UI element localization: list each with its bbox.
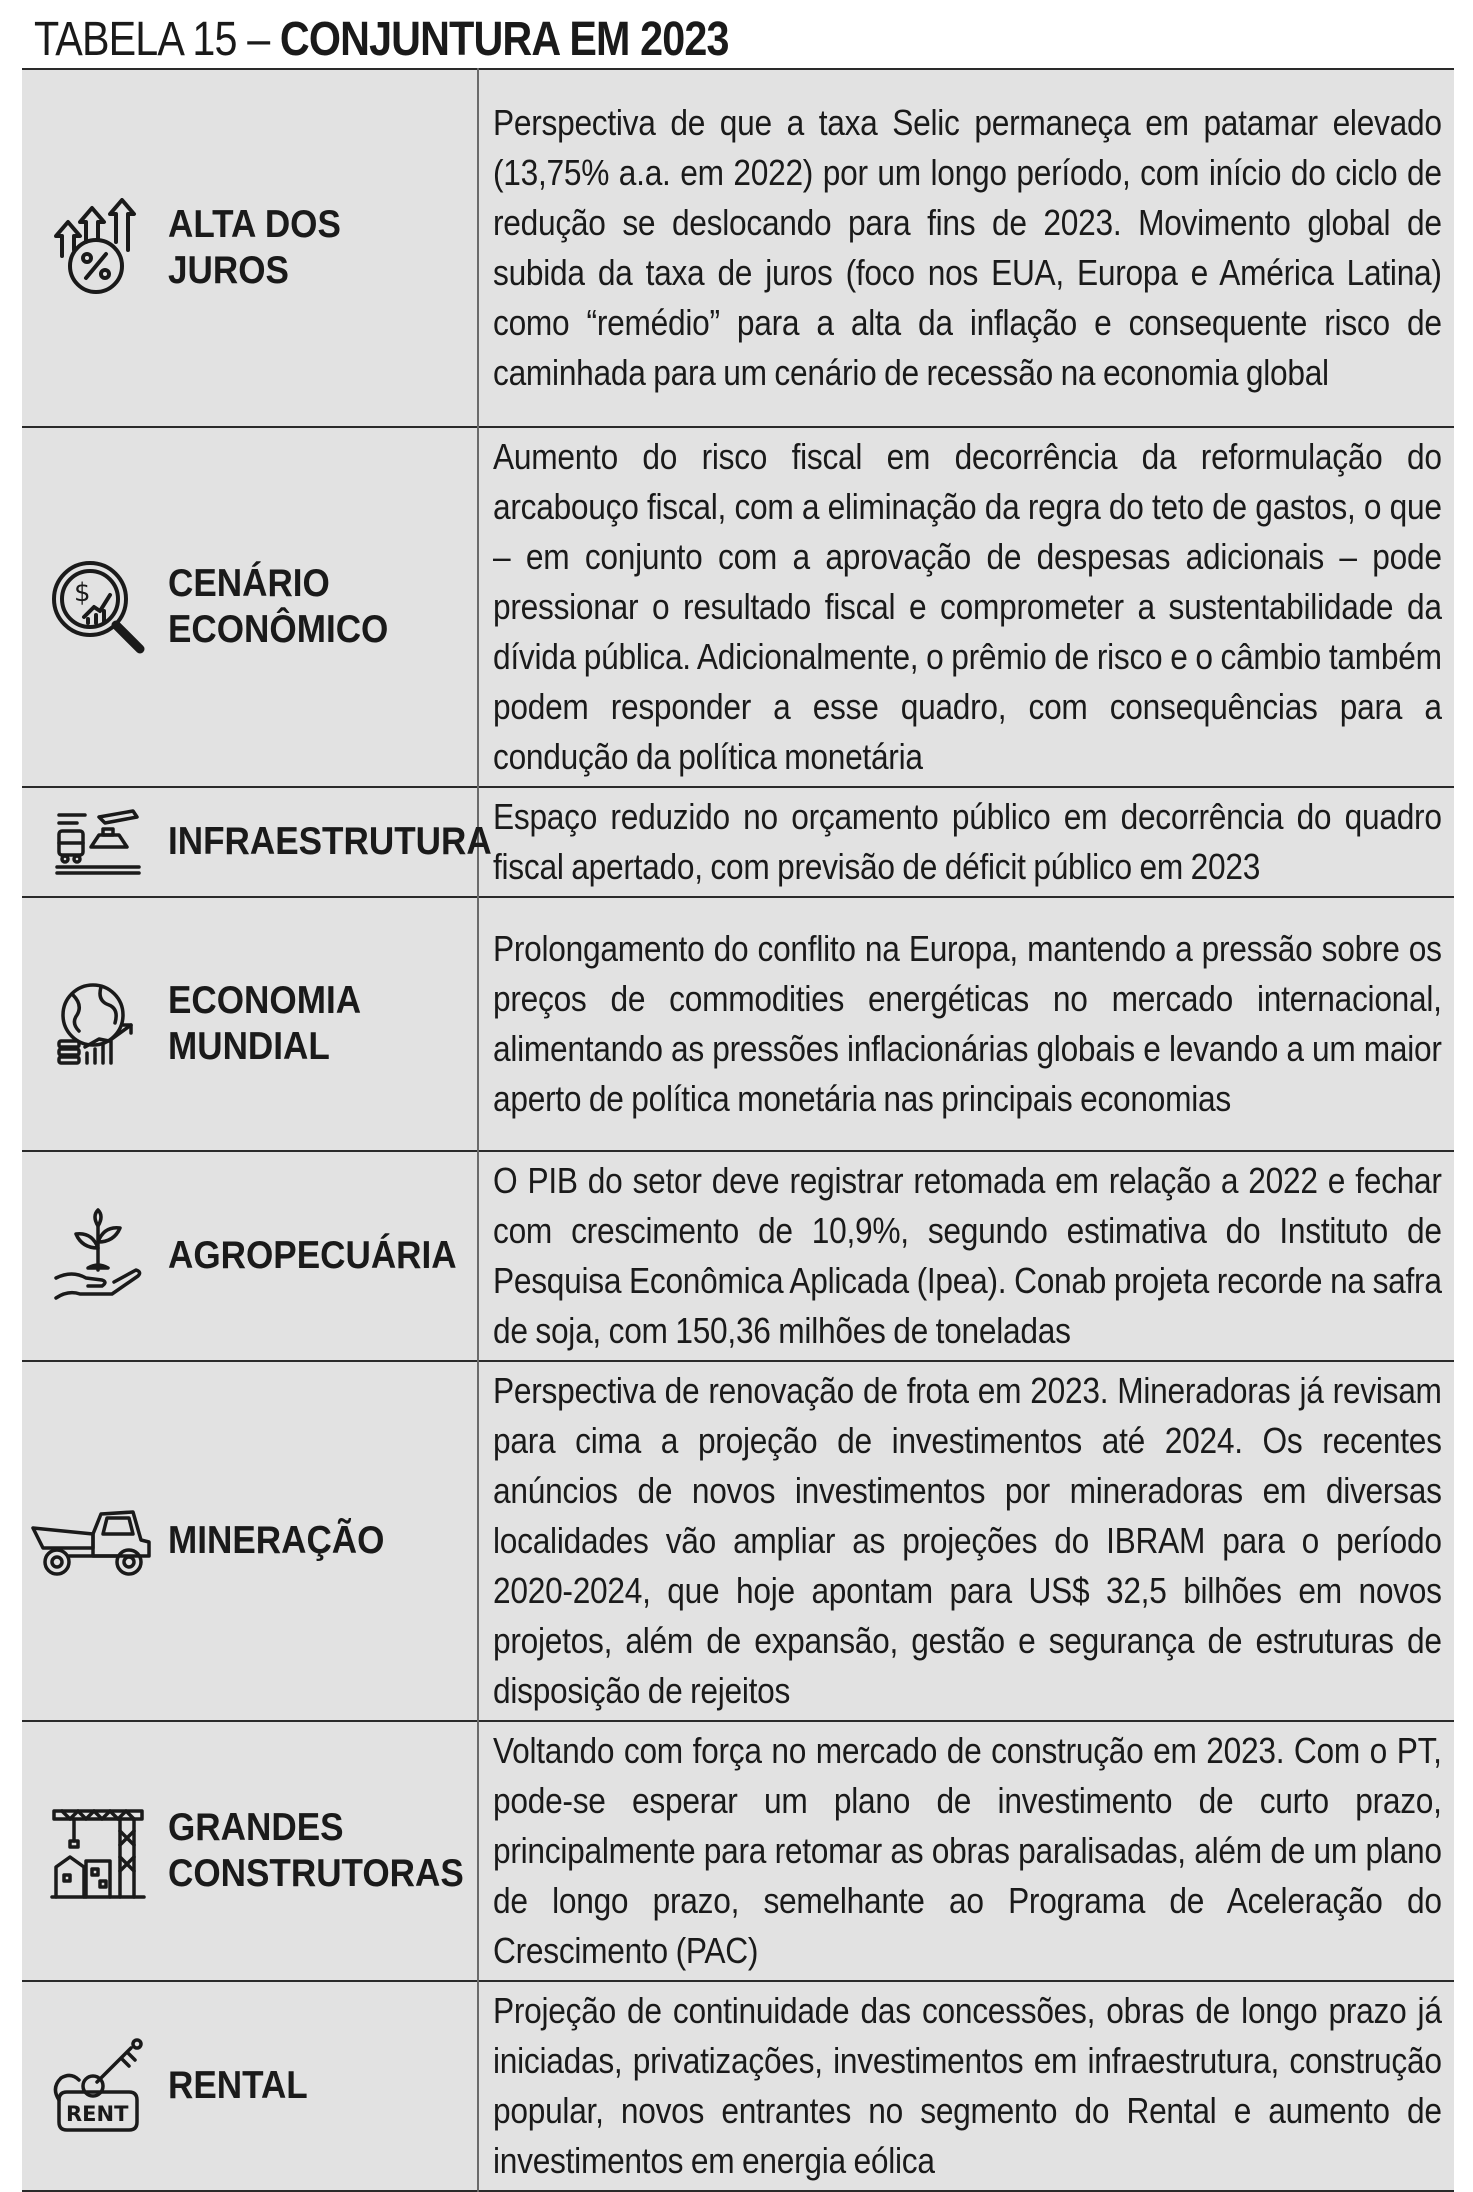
- row-label: AGROPECUÁRIA: [168, 1234, 457, 1277]
- table-row: [22, 1721, 1454, 1981]
- row-label-cell: [22, 1981, 478, 2191]
- row-description: Perspectiva de renovação de frota em 2023. Mineradoras já revisam para cima a projeção de investimentos até 2024. Os recentes anúncios de novos investimentos por mineradoras em diversas localidades vão ampliar as projeções do IBRAM para o período 2020-2024, que hoje apontam para US$ 32,5 bilhões em novos projetos, além de expansão, gestão e segurança de estruturas de disposição de rejeitos: [493, 1370, 1442, 1711]
- row-label-cell: [22, 427, 478, 787]
- row-label-cell: [22, 1721, 478, 1981]
- row-label-cell: [22, 787, 492, 897]
- row-description: O PIB do setor deve registrar retomada em relação a 2022 e fechar com crescimento de 10,9%, segundo estimativa do Instituto de Pesquisa Econômica Aplicada (Ipea). Conab projeta recorde na safra de soja, com 150,36 milhões de toneladas: [493, 1160, 1442, 1351]
- row-label-cell: [22, 1151, 478, 1361]
- row-description: Aumento do risco fiscal em decorrência da reformulação do arcabouço fiscal, com a eliminação da regra do teto de gastos, o que – em conjunto com a aprovação de despesas adicionais – pode pressionar o resultado fiscal e comprometer a sustentabilidade da dívida pública. Adicionalmente, o prêmio de risco e o câmbio também podem responder a esse quadro, com consequências para a condução da política monetária: [493, 436, 1442, 777]
- table-title-prefix: TABELA 15 –: [34, 13, 280, 66]
- table-row: [22, 69, 1454, 427]
- crane-buildings-icon: [38, 1801, 158, 1901]
- row-label: MINERAÇÃO: [168, 1519, 385, 1562]
- globe-coins-chart-icon: [38, 979, 158, 1069]
- mining-truck-icon: [28, 1504, 158, 1578]
- table-row: [22, 1361, 1454, 1721]
- row-description: Projeção de continuidade das concessões, obras de longo prazo já iniciadas, privatizações, investimentos em infraestrutura, construção popular, novos entrantes no segmento do Rental e aumento de investimentos em energia eólica: [493, 1990, 1442, 2181]
- row-label: CENÁRIO ECONÔMICO: [168, 562, 389, 651]
- rent-icon-text: RENT: [66, 2102, 129, 2126]
- row-label: RENTAL: [168, 2064, 308, 2107]
- table-row: [22, 1981, 1454, 2191]
- percent-arrows-icon: [38, 198, 158, 298]
- row-text-cell: [478, 1151, 1454, 1361]
- row-text-cell: [478, 897, 1454, 1151]
- row-label: INFRAESTRUTURA: [168, 820, 492, 863]
- table-title: [34, 10, 729, 70]
- table-row: [22, 897, 1454, 1151]
- row-text-cell: [478, 1361, 1454, 1721]
- row-text-cell: [478, 1721, 1454, 1981]
- table-row: [22, 1151, 1454, 1361]
- magnifier-dollar-chart-icon: [38, 557, 158, 657]
- transport-infrastructure-icon: [38, 807, 158, 877]
- row-label: ALTA DOS JUROS: [168, 203, 341, 292]
- row-description: Espaço reduzido no orçamento público em decorrência do quadro fiscal apertado, com previsão de déficit público em 2023: [493, 796, 1442, 887]
- row-description: Voltando com força no mercado de construção em 2023. Com o PT, pode-se esperar um plano de investimento de curto prazo, principalmente para retomar as obras paralisadas, além de um plano de longo prazo, semelhante ao Programa de Aceleração do Crescimento (PAC): [493, 1730, 1442, 1971]
- table-row: [22, 427, 1454, 787]
- table-title-main: CONJUNTURA EM 2023: [279, 13, 729, 66]
- row-text-cell: [478, 787, 1454, 897]
- row-description: Perspectiva de que a taxa Selic permaneça em patamar elevado (13,75% a.a. em 2022) por um longo período, com início do ciclo de redução se deslocando para fins de 2023. Movimento global de subida da taxa de juros (foco nos EUA, Europa e América Latina) como “remédio” para a alta da inflação e consequente risco de caminhada para um cenário de recessão na economia global: [493, 102, 1442, 393]
- row-text-cell: [478, 1981, 1454, 2191]
- row-text-cell: [478, 69, 1454, 427]
- row-description: Prolongamento do conflito na Europa, mantendo a pressão sobre os preços de commodities energéticas no mercado internacional, alimentando as pressões inflacionárias globais e levando a um maior aperto de política monetária nas principais economias: [493, 928, 1442, 1119]
- row-label: GRANDES CONSTRUTORAS: [168, 1806, 464, 1895]
- table-row: [22, 787, 1454, 897]
- svg-text:$: $: [74, 578, 91, 608]
- row-text-cell: [478, 427, 1454, 787]
- row-label: ECONOMIA MUNDIAL: [168, 979, 362, 1068]
- row-label-cell: [22, 897, 478, 1151]
- row-label-cell: [22, 1361, 478, 1721]
- conjuntura-table: [22, 68, 1454, 2192]
- hand-plant-icon: [38, 1208, 158, 1304]
- row-label-cell: [22, 69, 478, 427]
- rent-key-icon: [38, 2038, 158, 2134]
